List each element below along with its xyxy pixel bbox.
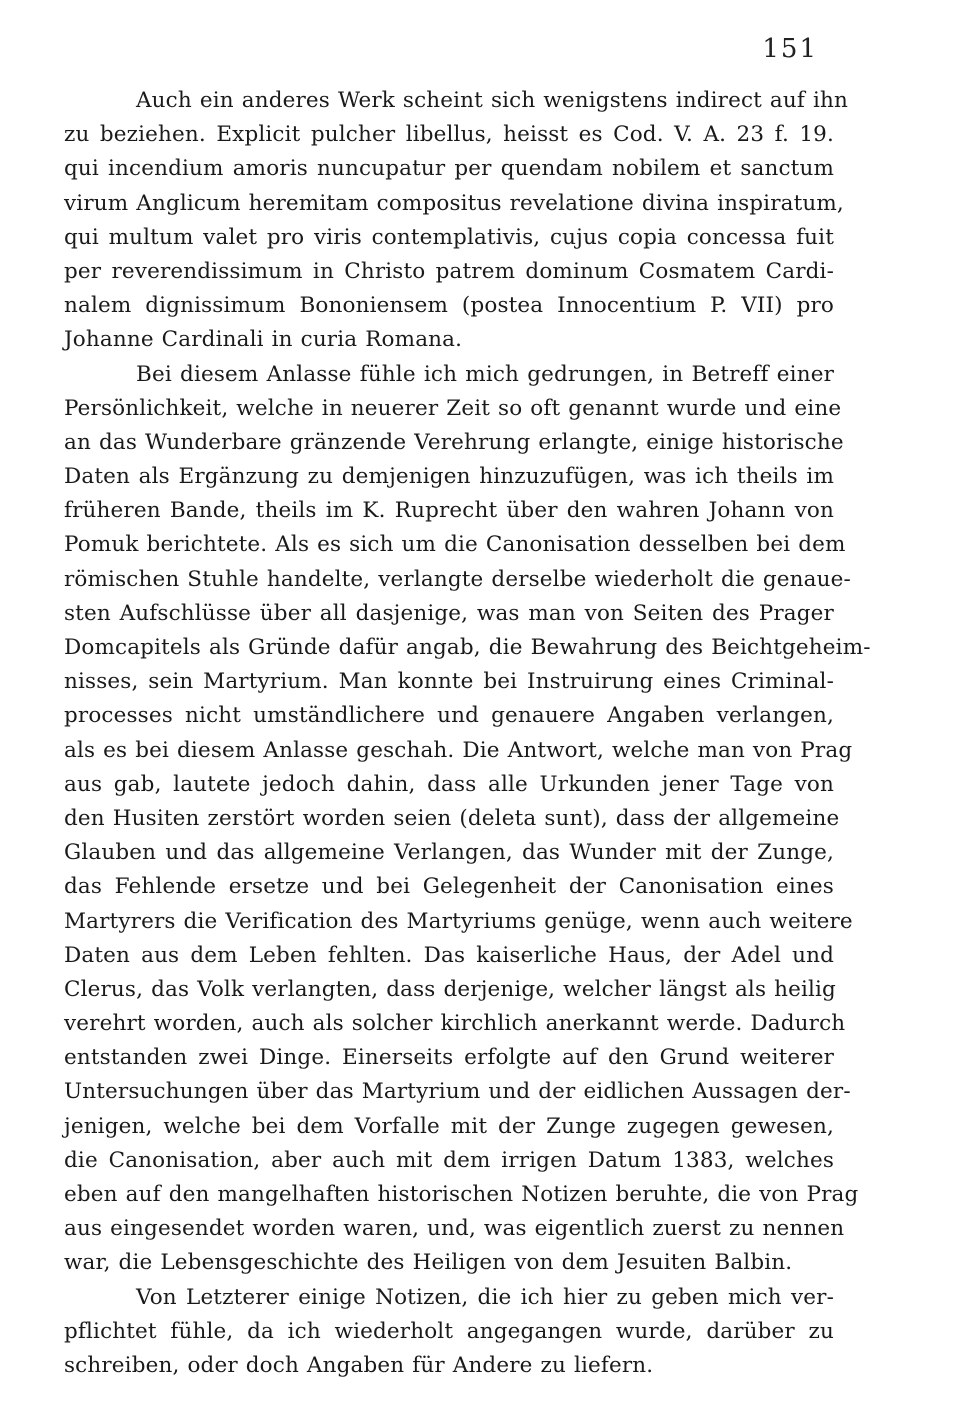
text-line: qui incendium amoris nuncupatur per quendam nobilem et sanctum xyxy=(64,156,834,182)
text-line: pflichtet fühle, da ich wiederholt angegangen wurde, darüber zu xyxy=(64,1318,834,1344)
text-line: Glauben und das allgemeine Verlangen, das Wunder mit der Zunge, xyxy=(64,840,834,866)
text-line: Martyrers die Verification des Martyriums genüge, wenn auch weitere xyxy=(64,908,853,934)
text-line: schreiben, oder doch Angaben für Andere zu liefern. xyxy=(64,1352,654,1378)
text-line: nalem dignissimum Bononiensem (postea Innocentium P. VII) pro xyxy=(64,293,834,319)
text-line: per reverendissimum in Christo patrem dominum Cosmatem Cardi- xyxy=(64,258,834,284)
text-line: Clerus, das Volk verlangten, dass derjenige, welcher längst als heilig xyxy=(64,976,836,1002)
text-line: an das Wunderbare gränzende Verehrung erlangte, einige historische xyxy=(64,429,844,455)
text-line: processes nicht umständlichere und genauere Angaben verlangen, xyxy=(64,703,834,729)
paragraph-1 xyxy=(64,84,849,358)
text-line: das Fehlende ersetze und bei Gelegenheit der Canonisation eines xyxy=(64,874,834,900)
text-line: als es bei diesem Anlasse geschah. Die Antwort, welche man von Prag xyxy=(64,737,853,763)
text-line: Bei diesem Anlasse fühle ich mich gedrungen, in Betreff einer xyxy=(136,361,834,387)
text-line: Von Letzterer einige Notizen, die ich hier zu geben mich ver- xyxy=(136,1284,834,1310)
text-line: den Husiten zerstört worden seien (deleta sunt), dass der allgemeine xyxy=(64,805,840,831)
paragraph-3 xyxy=(64,1281,834,1384)
text-line: römischen Stuhle handelte, verlangte derselbe wiederholt die genaue- xyxy=(64,566,851,592)
text-line: aus eingesendet worden waren, und, was eigentlich zuerst zu nennen xyxy=(64,1216,845,1242)
text-line: eben auf den mangelhaften historischen Notizen beruhte, die von Prag xyxy=(64,1182,859,1207)
text-line: qui multum valet pro viris contemplativis, cujus copia concessa fuit xyxy=(64,224,834,250)
text-line: Domcapitels als Gründe dafür angab, die Bewahrung des Beichtgeheim- xyxy=(64,635,871,660)
paragraph-2 xyxy=(64,358,871,1281)
text-line: sten Aufschlüsse über all dasjenige, was man von Seiten des Prager xyxy=(64,600,834,626)
text-line: früheren Bande, theils im K. Ruprecht über den wahren Johann von xyxy=(64,498,834,524)
page-number: 151 xyxy=(762,34,818,64)
text-line: Untersuchungen über das Martyrium und der eidlichen Aussagen der- xyxy=(64,1079,851,1105)
text-line: aus gab, lautete jedoch dahin, dass alle Urkunden jener Tage von xyxy=(64,771,834,797)
text-line: verehrt worden, auch als solcher kirchlich anerkannt werde. Dadurch xyxy=(64,1011,846,1037)
body-text xyxy=(64,84,871,1383)
text-line: Daten als Ergänzung zu demjenigen hinzuzufügen, was ich theils im xyxy=(64,464,834,490)
text-line: Daten aus dem Leben fehlten. Das kaiserliche Haus, der Adel und xyxy=(64,942,834,968)
text-line: zu beziehen. Explicit pulcher libellus, heisst es Cod. V. A. 23 f. 19. xyxy=(64,122,834,148)
text-line: Auch ein anderes Werk scheint sich wenigstens indirect auf ihn xyxy=(136,88,849,113)
text-line: Persönlichkeit, welche in neuerer Zeit so oft genannt wurde und eine xyxy=(64,395,842,421)
text-line: virum Anglicum heremitam compositus revelatione divina inspiratum, xyxy=(64,190,844,216)
text-line: Johanne Cardinali in curia Romana. xyxy=(64,327,463,353)
text-line: war, die Lebensgeschichte des Heiligen von dem Jesuiten Balbin. xyxy=(64,1250,793,1276)
text-line: Pomuk berichtete. Als es sich um die Canonisation desselben bei dem xyxy=(64,532,846,558)
text-line: entstanden zwei Dinge. Einerseits erfolgte auf den Grund weiterer xyxy=(64,1045,834,1071)
text-line: die Canonisation, aber auch mit dem irrigen Datum 1383, welches xyxy=(64,1147,834,1173)
text-line: jenigen, welche bei dem Vorfalle mit der Zunge zugegen gewesen, xyxy=(64,1113,834,1139)
text-line: nisses, sein Martyrium. Man konnte bei Instruirung eines Criminal- xyxy=(64,669,834,695)
